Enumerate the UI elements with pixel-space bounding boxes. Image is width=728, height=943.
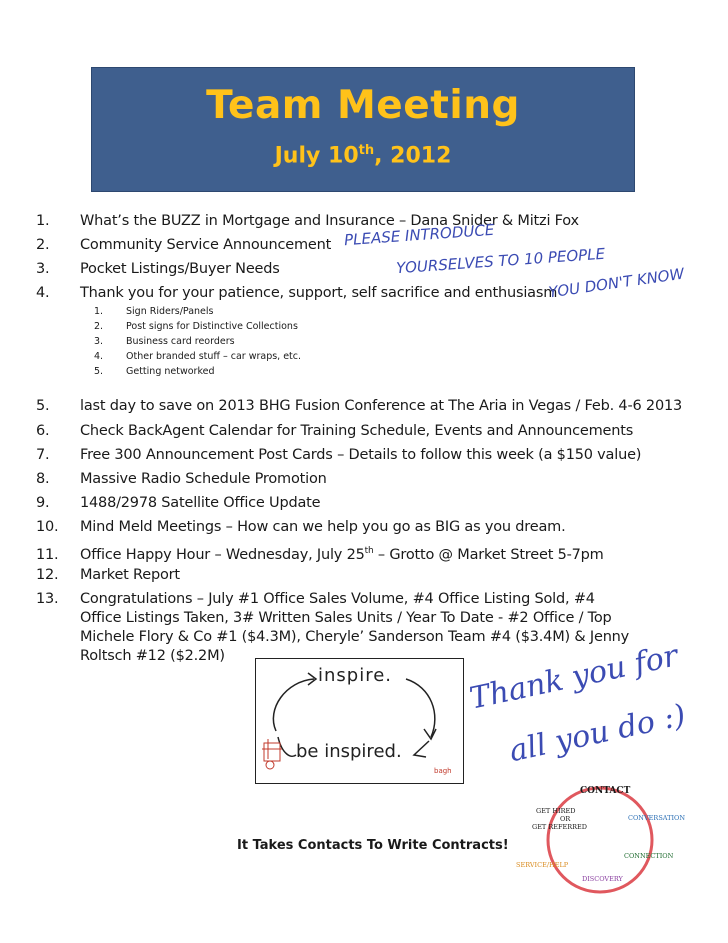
agenda-item-1: 1. What’s the BUZZ in Mortgage and Insurance – Dana Snider & Mitzi Fox [36, 213, 579, 229]
be-inspired-text: be inspired. [296, 741, 402, 762]
artist-signature: bagh [434, 767, 452, 775]
cycle-title: CONTACT [580, 786, 631, 796]
meeting-date: July 10th, 2012 [274, 143, 452, 169]
title-banner [91, 67, 635, 192]
inspire-graphic [255, 658, 464, 784]
cycle-connection: CONNECTION [624, 852, 674, 860]
agenda-item-3: 3. Pocket Listings/Buyer Needs [36, 261, 280, 277]
agenda-item-10: 10. Mind Meld Meetings – How can we help you go as BIG as you dream. [36, 519, 566, 535]
agenda-item-5: 5. last day to save on 2013 BHG Fusion Conference at The Aria in Vegas / Feb. 4-6 2013 [36, 398, 683, 414]
cycle-discovery: DISCOVERY [582, 875, 623, 883]
sub-item: 2. Post signs for Distinctive Collections [94, 321, 298, 332]
handwritten-note-line3: YOU DON'T KNOW [547, 264, 686, 302]
handwritten-note-line1: PLEASE INTRODUCE [343, 220, 495, 250]
cycle-get-referred: GET REFERRED [532, 823, 587, 831]
sub-item: 5. Getting networked [94, 366, 215, 377]
agenda-item-12: 12. Market Report [36, 567, 180, 583]
agenda-item-11: 11. Office Happy Hour – Wednesday, July 25th – Grotto @ Market Street 5-7pm [36, 546, 604, 563]
agenda-item-13: 13. Congratulations – July #1 Office Sales Volume, #4 Office Listing Sold, #4 Office Listings Taken, 3# Written Sales Units / Year To Date - #2 Office / Top Michele Flory & Co #1 ($4.3M), Cheryle’ Sanderson Team #4 ($3.4M) & Jenny Roltsch #12 ($2.2M) [36, 591, 630, 664]
footer-slogan: It Takes Contacts To Write Contracts! [237, 838, 509, 853]
agenda-item-7: 7. Free 300 Announcement Post Cards – Details to follow this week (a $150 value) [36, 447, 642, 463]
inspire-text: inspire. [318, 665, 393, 686]
contact-cycle-diagram [520, 782, 700, 902]
agenda-item-8: 8. Massive Radio Schedule Promotion [36, 471, 327, 487]
cycle-get-hired: GET HIRED [536, 807, 576, 815]
agenda-item-9: 9. 1488/2978 Satellite Office Update [36, 495, 321, 511]
handwritten-note-line2: YOURSELVES TO 10 PEOPLE [395, 244, 606, 278]
cycle-service-help: SERVICE/HELP [516, 861, 569, 869]
sub-item: 3. Business card reorders [94, 336, 235, 347]
agenda-item-4: 4. Thank you for your patience, support, self sacrifice and enthusiasm [36, 285, 558, 301]
cycle-or: OR [560, 815, 571, 823]
cycle-conversation: CONVERSATION [628, 814, 686, 822]
thanks-note-line1: Thank you for [466, 638, 681, 717]
agenda-item-6: 6. Check BackAgent Calendar for Training Schedule, Events and Announcements [36, 423, 634, 439]
sub-item: 1. Sign Riders/Panels [94, 306, 214, 317]
thanks-note-line2: all you do :) [506, 697, 689, 770]
page-title: Team Meeting [206, 83, 520, 128]
sub-item: 4. Other branded stuff – car wraps, etc. [94, 351, 302, 362]
agenda-item-2: 2. Community Service Announcement [36, 237, 332, 253]
